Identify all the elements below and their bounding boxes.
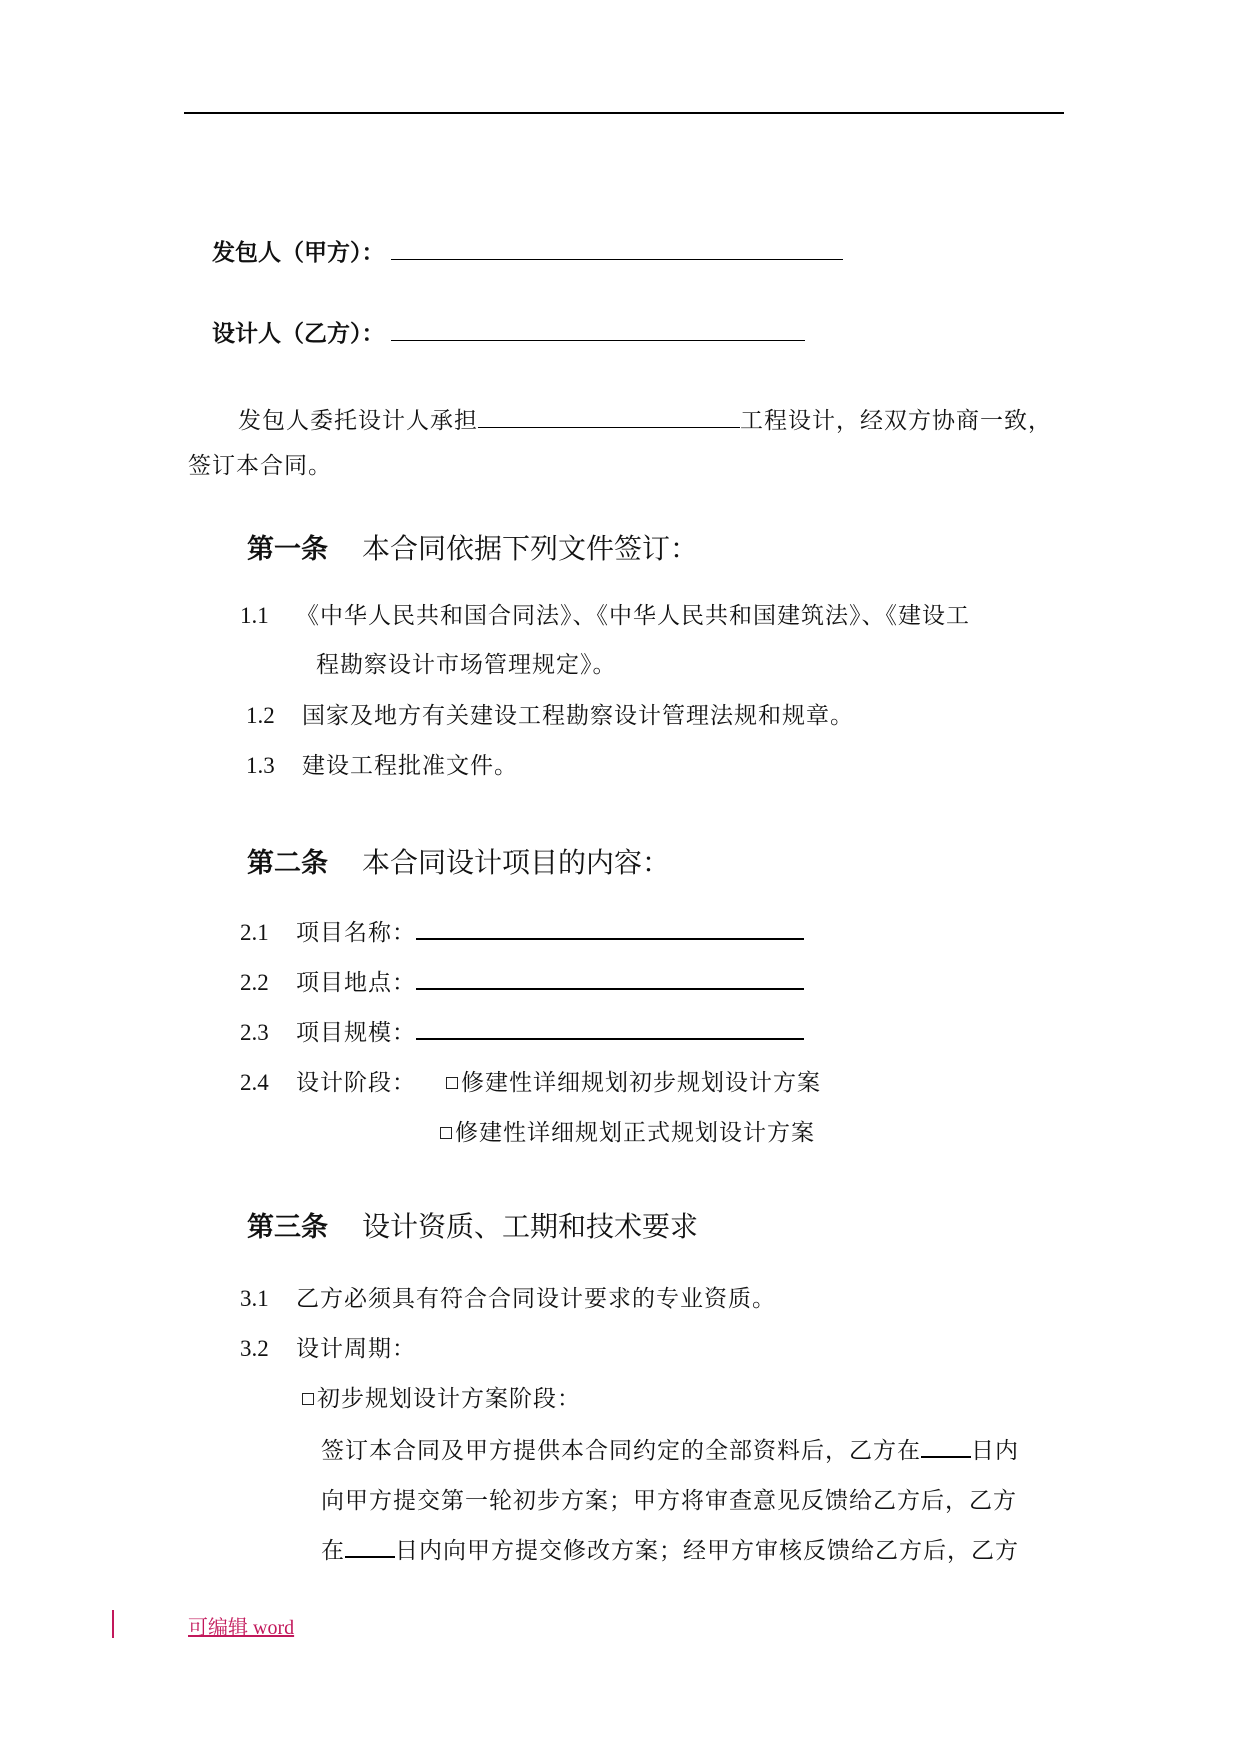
paragraph-text: 签订本合同及甲方提供本合同约定的全部资料后，乙方在	[321, 1438, 921, 1464]
paragraph-text: 日内	[971, 1438, 1019, 1464]
list-item	[240, 1014, 804, 1047]
party-b-label: 设计人（乙方）：	[212, 321, 385, 347]
item-number: 2.1	[240, 920, 269, 945]
item-number: 2.3	[240, 1020, 269, 1045]
article-2-number: 第二条	[247, 848, 328, 879]
item-number: 2.2	[240, 970, 269, 995]
article-2-heading	[247, 841, 670, 881]
paragraph-text: 日内向甲方提交修改方案；经甲方审核反馈给乙方后，乙方	[395, 1538, 1019, 1564]
list-item	[240, 1280, 776, 1313]
project-name-blank[interactable]	[416, 938, 804, 940]
item-text: 项目名称：	[296, 920, 416, 946]
list-item	[240, 1064, 416, 1097]
list-item	[240, 914, 804, 947]
item-text: 建设工程批准文件。	[302, 753, 518, 779]
days-blank-1[interactable]	[921, 1456, 971, 1458]
list-item	[246, 697, 854, 730]
item-number: 1.3	[246, 753, 275, 778]
footer-link[interactable]: 可编辑 word	[188, 1617, 295, 1639]
item-number: 3.1	[240, 1286, 269, 1311]
list-item	[240, 1330, 416, 1363]
stage-option-label: 修建性详细规划初步规划设计方案	[461, 1070, 821, 1096]
article-2-title: 本合同设计项目的内容：	[362, 846, 671, 879]
project-blank[interactable]	[478, 427, 740, 428]
design-period-subheading[interactable]	[302, 1380, 581, 1413]
paragraph-line-3	[321, 1532, 1019, 1565]
checkbox-icon[interactable]	[440, 1127, 452, 1139]
paragraph-text: 在	[321, 1538, 345, 1564]
article-3-title: 设计资质、工期和技术要求	[362, 1210, 699, 1243]
article-1-number: 第一条	[247, 534, 328, 565]
item-text: 乙方必须具有符合合同设计要求的专业资质。	[296, 1286, 776, 1312]
item-continuation: 程勘察设计市场管理规定》。	[316, 652, 617, 678]
item-text: 《中华人民共和国合同法》、《中华人民共和国建筑法》、《建设工	[296, 603, 970, 629]
item-text: 项目规模：	[296, 1020, 416, 1046]
item-number: 1.1	[240, 603, 269, 628]
item-number: 3.2	[240, 1336, 269, 1361]
article-1-heading	[247, 527, 698, 567]
checkbox-icon[interactable]	[302, 1393, 314, 1405]
project-location-blank[interactable]	[416, 988, 804, 990]
stage-option-formal[interactable]	[440, 1114, 815, 1147]
header-rule	[184, 112, 1064, 114]
days-blank-2[interactable]	[345, 1556, 395, 1558]
article-1-title: 本合同依据下列文件签订：	[362, 532, 699, 565]
party-a-row	[212, 234, 843, 267]
item-text: 设计阶段：	[296, 1070, 416, 1096]
subheading-label: 初步规划设计方案阶段：	[317, 1386, 581, 1412]
list-item	[246, 747, 518, 780]
item-text: 项目地点：	[296, 970, 416, 996]
intro-line2: 签订本合同。	[188, 453, 332, 479]
checkbox-icon[interactable]	[446, 1077, 458, 1089]
article-3-heading	[247, 1205, 698, 1245]
item-text: 国家及地方有关建设工程勘察设计管理法规和规章。	[302, 703, 854, 729]
stage-option-label: 修建性详细规划正式规划设计方案	[455, 1120, 815, 1146]
party-b-row	[212, 315, 805, 348]
list-item	[240, 964, 804, 997]
intro-suffix: 工程设计，经双方协商一致，	[740, 408, 1052, 434]
party-b-blank[interactable]	[391, 340, 805, 341]
item-number: 1.2	[246, 703, 275, 728]
paragraph-line-1	[321, 1432, 1019, 1465]
paragraph-line-2: 向甲方提交第一轮初步方案；甲方将审查意见反馈给乙方后，乙方	[321, 1488, 1017, 1514]
party-a-blank[interactable]	[391, 259, 843, 260]
intro-prefix: 发包人委托设计人承担	[238, 408, 478, 434]
stage-option-preliminary[interactable]	[446, 1064, 821, 1097]
party-a-label: 发包人（甲方）：	[212, 240, 385, 266]
item-number: 2.4	[240, 1070, 269, 1095]
footer-margin-bar	[112, 1610, 114, 1638]
article-3-number: 第三条	[247, 1212, 328, 1243]
project-scale-blank[interactable]	[416, 1038, 804, 1040]
list-item	[240, 597, 970, 630]
intro-line1	[238, 402, 1052, 435]
item-text: 设计周期：	[296, 1336, 416, 1362]
